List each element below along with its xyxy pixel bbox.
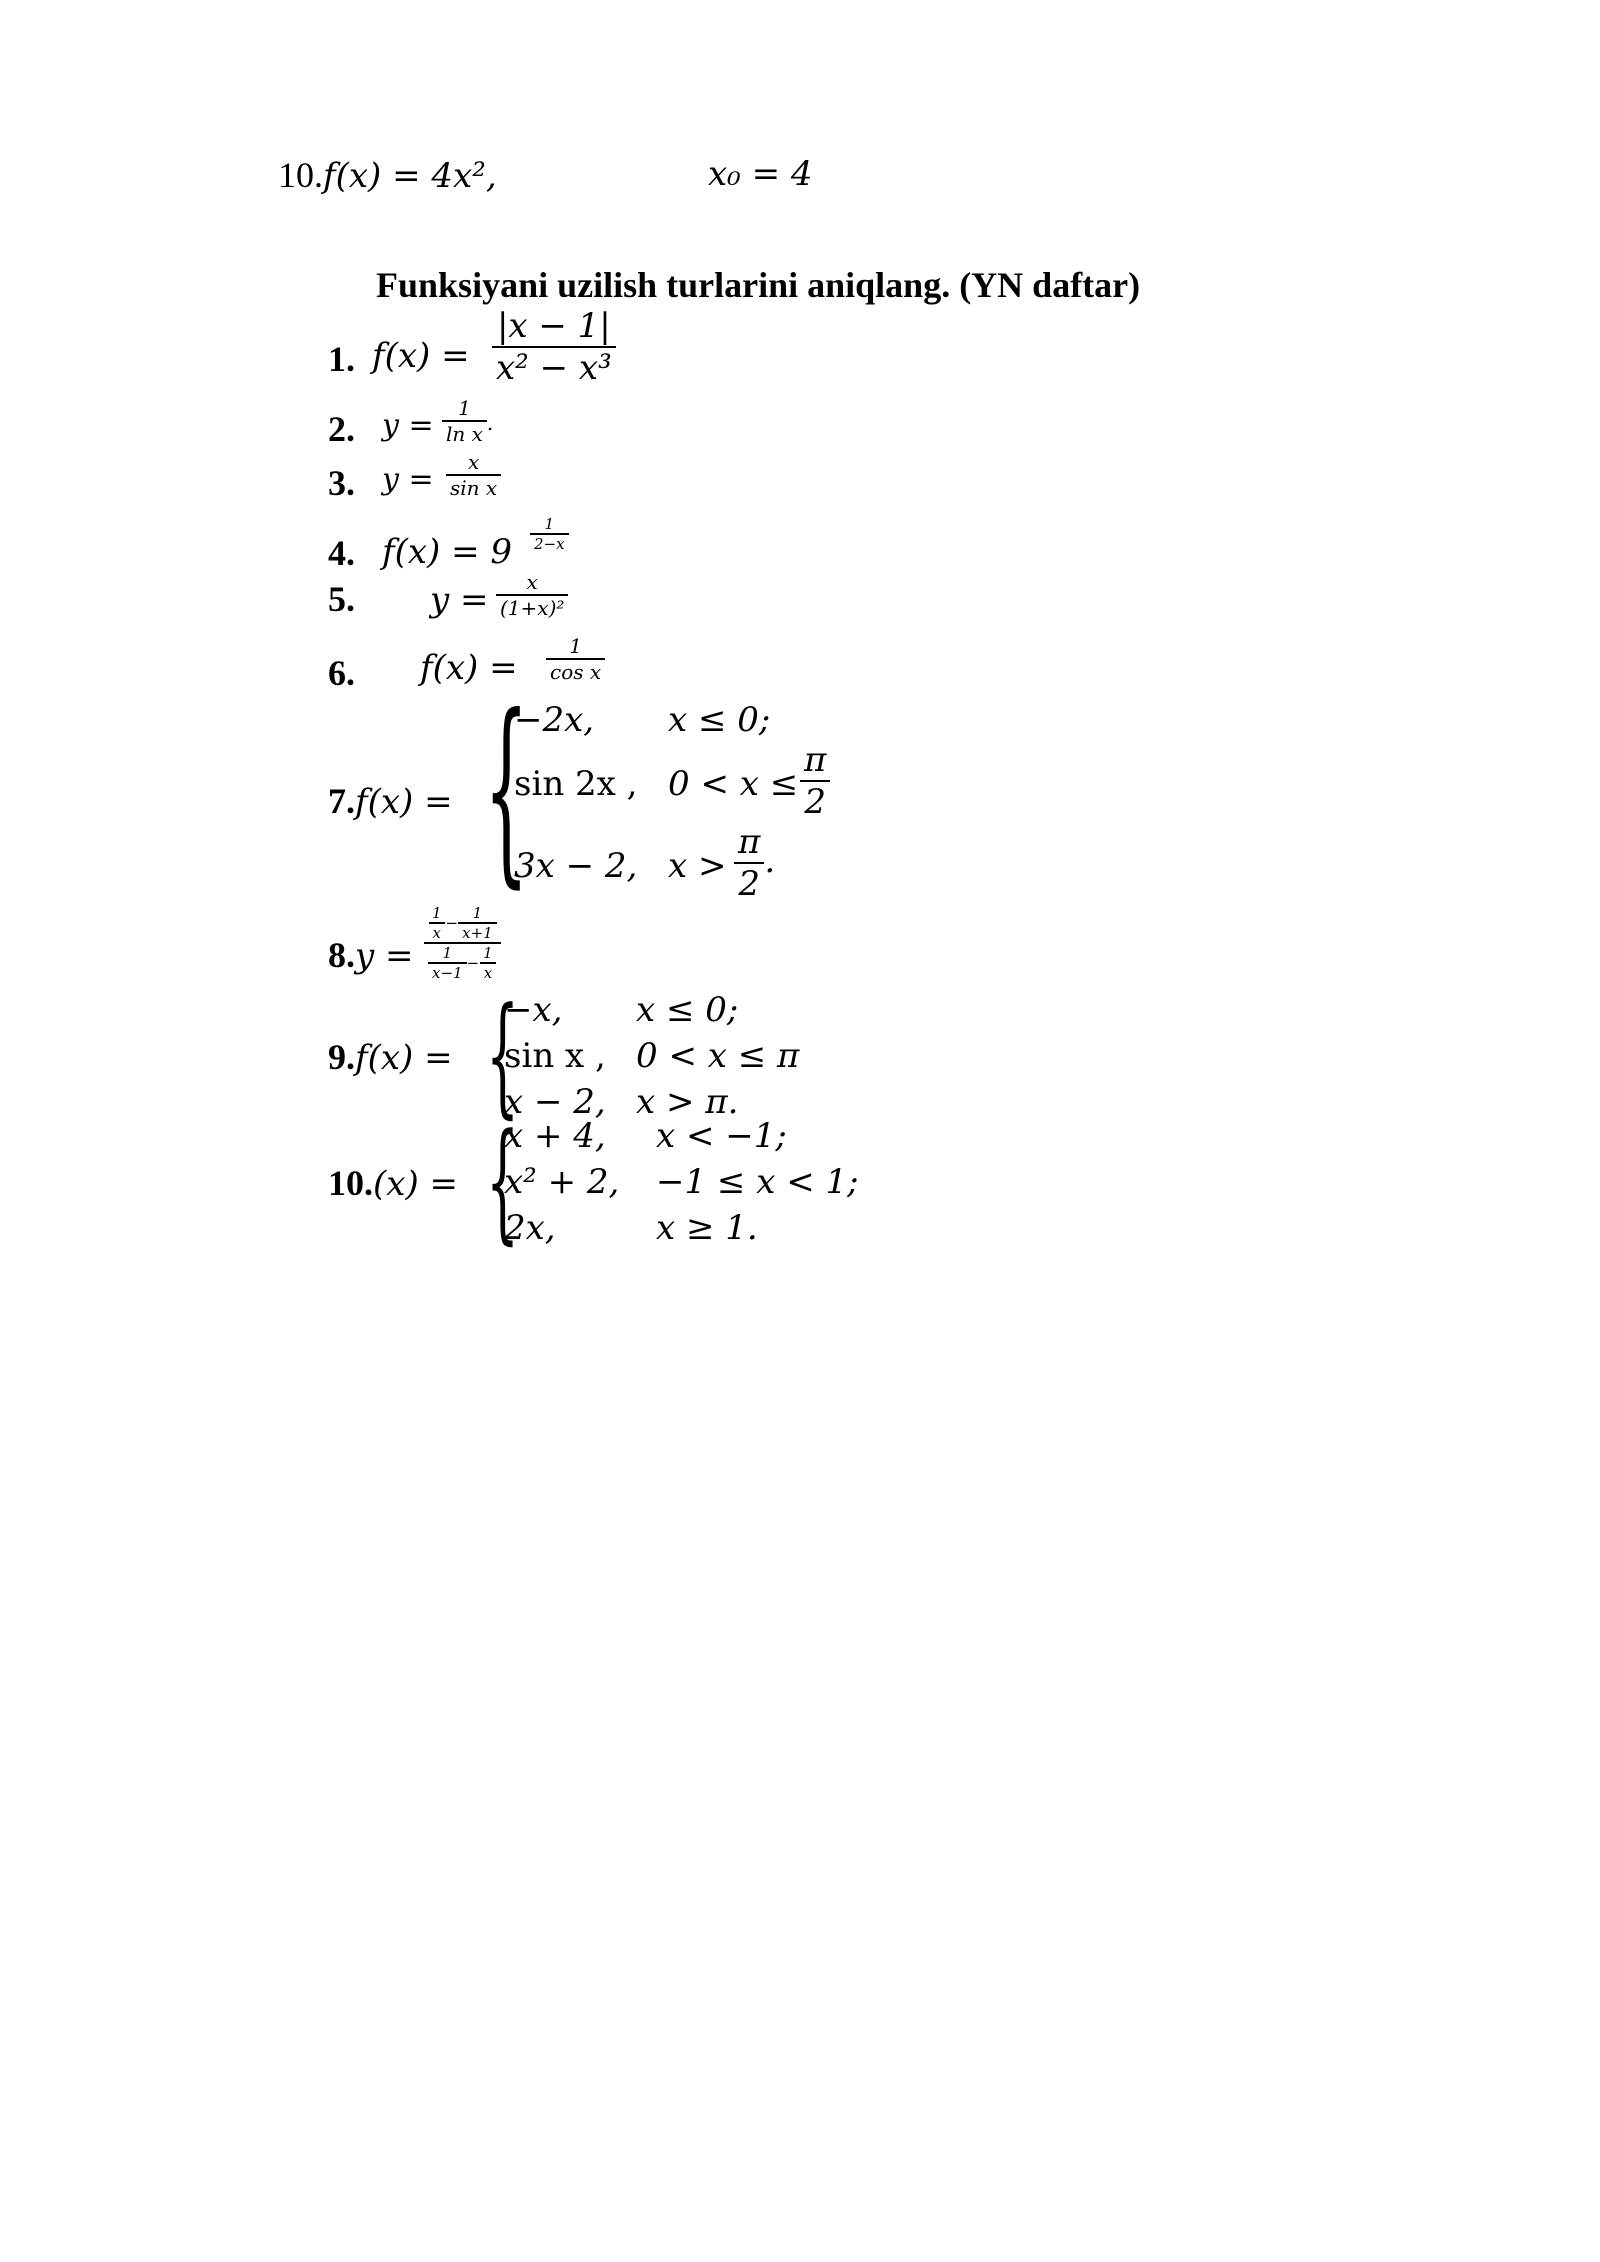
top-function: f(x) = 4x², bbox=[323, 156, 497, 196]
problem-10-case-1-expr: x + 4, bbox=[504, 1116, 606, 1156]
problem-9-case-2-expr: sin x , bbox=[504, 1036, 606, 1076]
problem-6-lhs: f(x) = bbox=[420, 648, 518, 688]
problem-7-case-3-expr: 3x − 2, bbox=[514, 846, 638, 886]
problem-2-lhs: y = bbox=[382, 408, 434, 443]
problem-8-bot-a-num: 1 bbox=[442, 944, 453, 962]
problem-4-lhs: f(x) = 9 bbox=[382, 532, 513, 572]
problem-7-case-3-frac-num: π bbox=[738, 822, 761, 862]
problem-7-case-3-frac-den: 2 bbox=[734, 862, 764, 904]
problem-4-exponent bbox=[530, 512, 569, 553]
problem-8-bot-b-den: x bbox=[480, 962, 496, 982]
problem-7-case-3-cond: x > bbox=[668, 846, 727, 886]
problem-8-top-b-den: x+1 bbox=[458, 922, 497, 942]
problem-7-number: 7. bbox=[328, 781, 355, 821]
problem-7-lhs: f(x) = bbox=[355, 782, 453, 822]
problem-7-case-2-frac-den: 2 bbox=[800, 780, 830, 822]
problem-1-numerator: |x − 1| bbox=[496, 306, 611, 346]
top-x0: x₀ = 4 bbox=[708, 154, 813, 194]
problem-5-lhs: y = bbox=[430, 580, 489, 620]
problem-10-case-1-cond: x < −1; bbox=[656, 1116, 787, 1156]
problem-8-bot-a-den: x−1 bbox=[428, 962, 467, 982]
problem-3-number: 3. bbox=[328, 463, 355, 503]
problem-4-number: 4. bbox=[328, 533, 355, 573]
problem-3-fraction bbox=[446, 450, 501, 500]
problem-2-number: 2. bbox=[328, 409, 355, 449]
problem-2-tail: . bbox=[486, 411, 494, 435]
problem-9-lhs: f(x) = bbox=[355, 1038, 453, 1078]
problem-6-denominator: cos x bbox=[546, 658, 605, 684]
top-line bbox=[278, 154, 497, 196]
problem-6-fraction bbox=[546, 634, 605, 684]
problem-5-number: 5. bbox=[328, 579, 355, 619]
problem-6-number: 6. bbox=[328, 653, 355, 693]
problem-9-case-1-expr: −x, bbox=[504, 990, 563, 1030]
top-number: 10. bbox=[278, 155, 323, 195]
problem-8-bot-minus: − bbox=[466, 954, 480, 972]
problem-9-case-3-cond: x > π. bbox=[636, 1082, 739, 1122]
problem-8-top-a-den: x bbox=[429, 922, 445, 942]
problem-7-case-2-frac-num: π bbox=[804, 740, 827, 780]
problem-10-number: 10. bbox=[328, 1163, 373, 1203]
problem-8-label bbox=[328, 934, 414, 976]
problem-3-numerator: x bbox=[467, 450, 480, 474]
problem-8-fraction bbox=[424, 904, 501, 982]
problem-8-number: 8. bbox=[328, 935, 355, 975]
problem-7-case-2-frac bbox=[800, 740, 830, 822]
section-heading: Funksiyani uzilish turlarini aniqlang. (YN daftar) bbox=[376, 265, 1141, 305]
problem-1-number: 1. bbox=[328, 339, 355, 379]
problem-4-exp-denominator: 2−x bbox=[530, 533, 569, 553]
problem-8-lhs: y = bbox=[355, 936, 414, 976]
problem-1-denominator: x² − x³ bbox=[492, 346, 616, 388]
problem-9-case-1-cond: x ≤ 0; bbox=[636, 990, 739, 1030]
problem-9-case-3-expr: x − 2, bbox=[504, 1082, 606, 1122]
problem-1-fraction bbox=[492, 306, 616, 388]
problem-8-top-minus: − bbox=[445, 914, 459, 932]
problem-10-case-3-expr: 2x, bbox=[504, 1208, 556, 1248]
problem-10-case-3-cond: x ≥ 1. bbox=[656, 1208, 758, 1248]
problem-3-lhs: y = bbox=[382, 462, 434, 497]
problem-7-case-2-cond: 0 < x ≤ bbox=[668, 764, 799, 804]
problem-10-brace: { bbox=[486, 1105, 520, 1257]
problem-5-denominator: (1+x)² bbox=[496, 594, 568, 620]
problem-8-top-a-num: 1 bbox=[432, 904, 442, 922]
problem-7-brace: { bbox=[484, 673, 529, 906]
problem-7-label bbox=[328, 780, 453, 822]
problem-4-exp-numerator: 1 bbox=[544, 515, 555, 533]
problem-10-lhs: (x) = bbox=[373, 1164, 458, 1204]
problem-9-label bbox=[328, 1036, 453, 1078]
problem-7-case-3-tail: . bbox=[764, 841, 776, 881]
problem-9-brace: { bbox=[486, 979, 520, 1131]
problem-5-fraction bbox=[496, 570, 568, 620]
problem-10-case-2-expr: x² + 2, bbox=[504, 1162, 620, 1202]
problem-2-fraction bbox=[442, 396, 493, 446]
problem-3-denominator: sin x bbox=[446, 474, 501, 500]
problem-7-case-1-cond: x ≤ 0; bbox=[668, 700, 771, 740]
problem-5-numerator: x bbox=[526, 570, 538, 594]
problem-2-denominator: ln x bbox=[442, 420, 487, 446]
problem-1-lhs: f(x) = bbox=[372, 336, 470, 376]
problem-10-case-2-cond: −1 ≤ x < 1; bbox=[656, 1162, 859, 1202]
problem-10-label bbox=[328, 1162, 458, 1204]
problem-9-case-2-cond: 0 < x ≤ π bbox=[636, 1036, 800, 1076]
problem-8-top-b-num: 1 bbox=[472, 904, 483, 922]
problem-9-number: 9. bbox=[328, 1037, 355, 1077]
problem-7-case-3-frac bbox=[734, 822, 775, 904]
problem-7-case-1-expr: −2x, bbox=[514, 700, 595, 740]
problem-2-numerator: 1 bbox=[458, 396, 471, 420]
problem-6-numerator: 1 bbox=[569, 634, 582, 658]
problem-7-case-2-expr: sin 2x , bbox=[514, 764, 638, 804]
problem-8-bot-b-num: 1 bbox=[483, 944, 493, 962]
